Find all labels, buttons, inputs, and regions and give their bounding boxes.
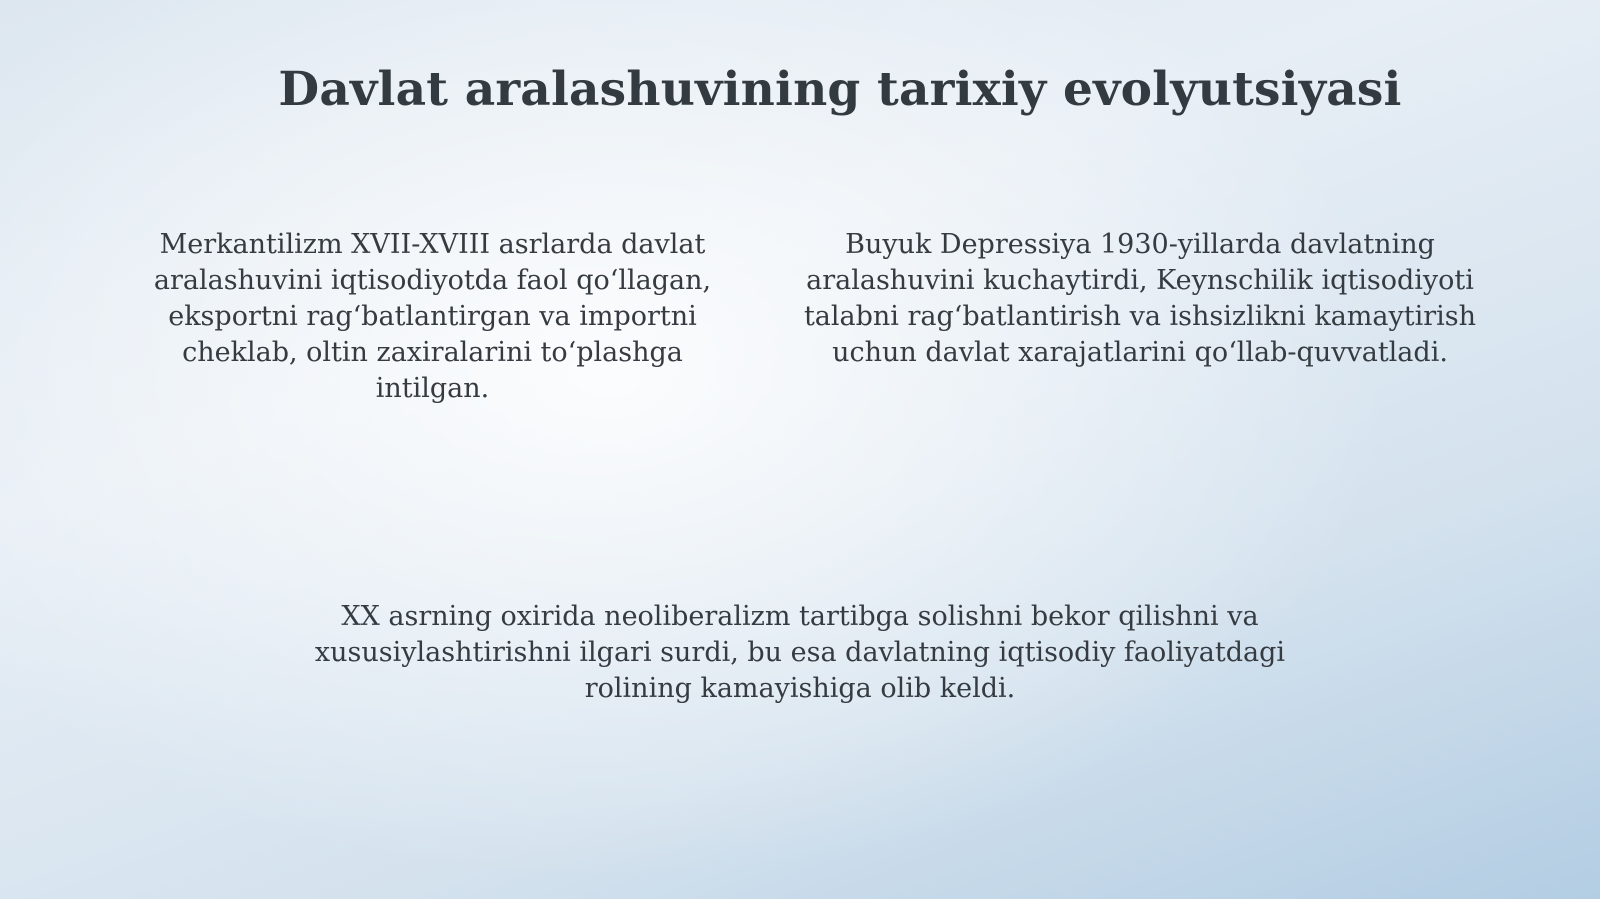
mercantilism-paragraph: Merkantilizm XVII-XVIII asrlarda davlat aralashuvini iqtisodiyotda faol qo‘llagan, eksportni rag‘batlantirgan va importni cheklab, oltin zaxiralarini to‘plashga intilgan. [153,229,712,404]
great-depression-paragraph: Buyuk Depressiya 1930-yillarda davlatning aralashuvini kuchaytirdi, Keynschilik iqtisodiyoti talabni rag‘batlantirish va ishsizlikni kamaytirish uchun davlat xarajatlarini qo‘llab-quvvatladi. [803,229,1477,368]
slide-title: Davlat aralashuvining tarixiy evolyutsiyasi [278,62,1402,117]
neoliberalism-paragraph: XX asrning oxirida neoliberalizm tartibga solishni bekor qilishni va xususiylashtirishni ilgari surdi, bu esa davlatning iqtisodiy faoliyatdagi rolining kamayishiga olib keldi. [314,601,1286,704]
